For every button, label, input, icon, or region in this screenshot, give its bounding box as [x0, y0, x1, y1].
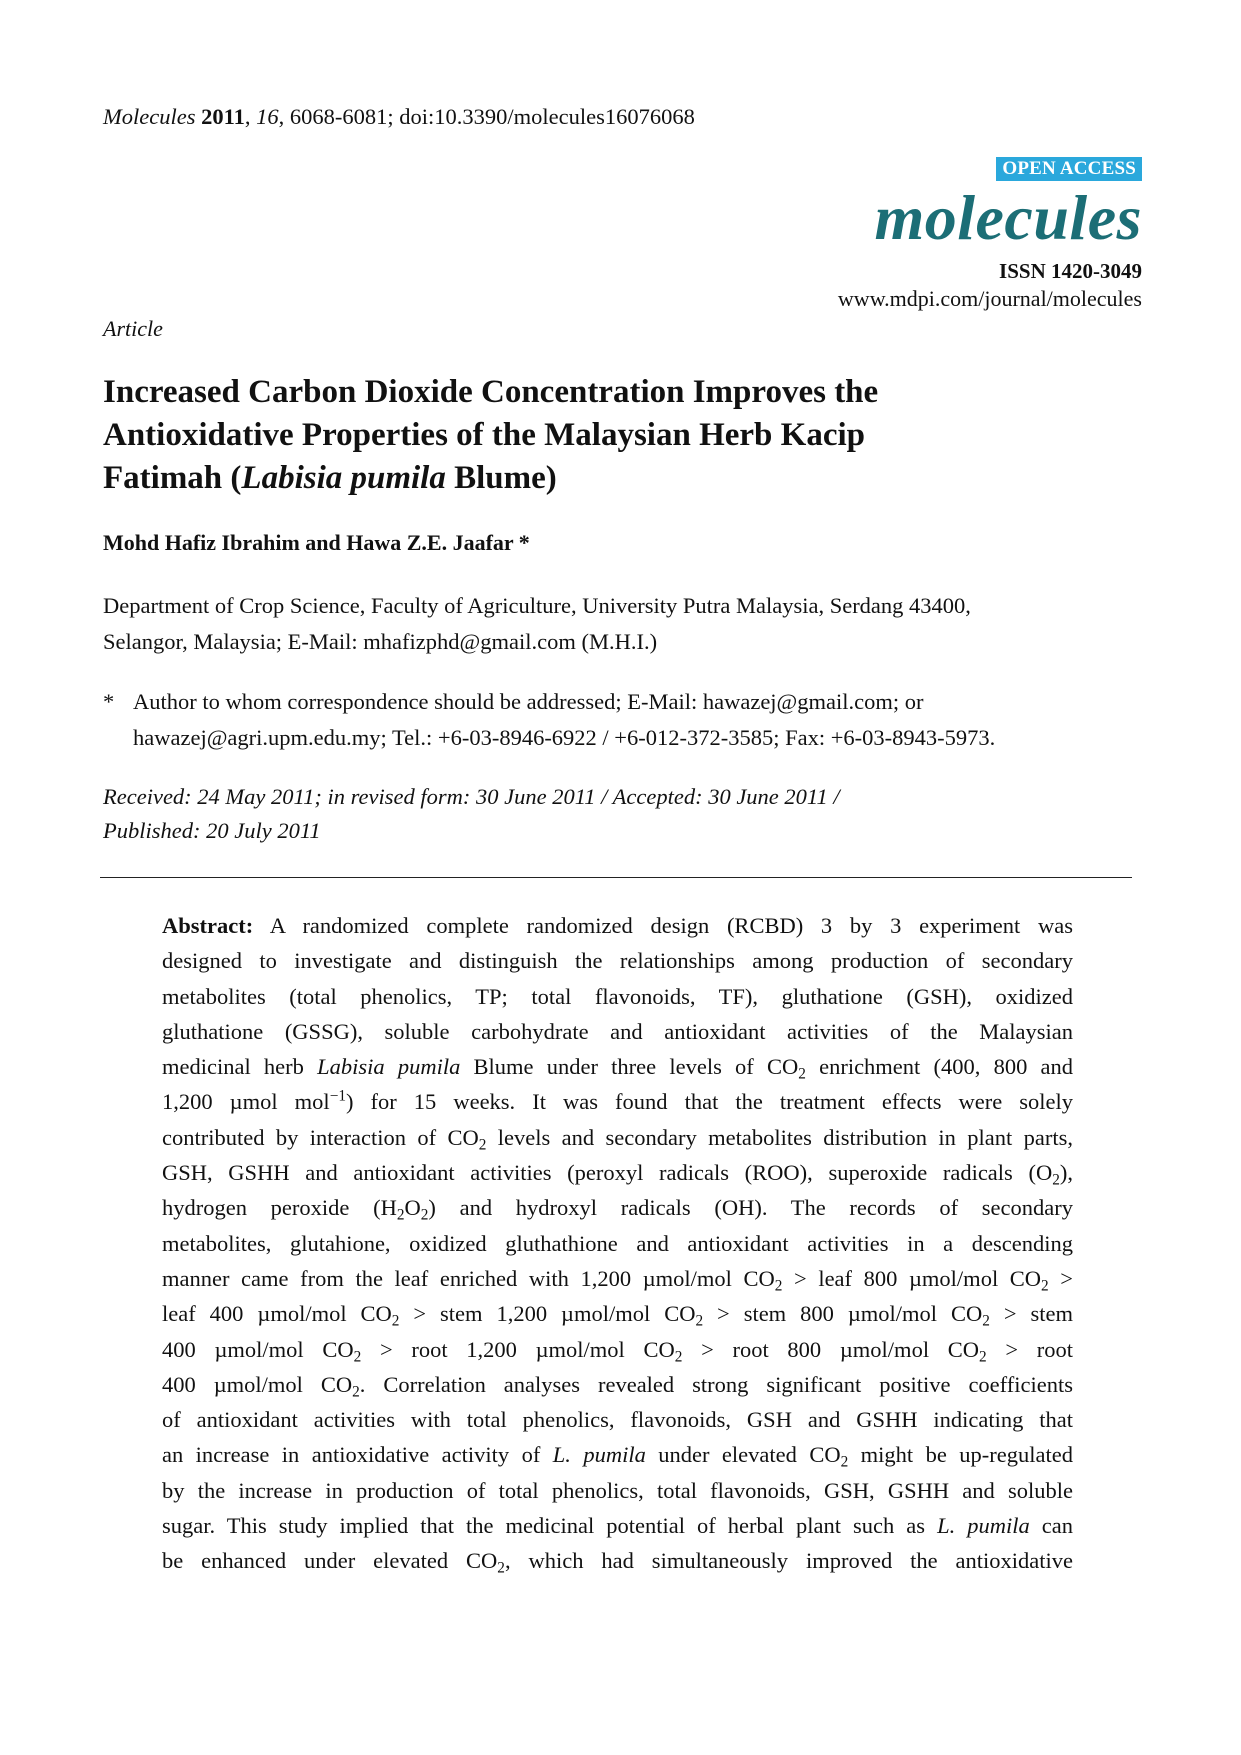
abstract-text: ) and hydroxyl radicals (OH). The records of secondary	[428, 1195, 1073, 1221]
abstract	[162, 908, 1073, 1579]
abstract-text: be enhanced under elevated CO	[162, 1548, 498, 1574]
correspondence-text: Author to whom correspondence should be addressed; E-Mail: hawazej@gmail.com; or	[133, 689, 924, 714]
abstract-label: Abstract:	[162, 913, 254, 938]
publication-dates	[103, 780, 840, 848]
abstract-text: under elevated CO	[645, 1442, 841, 1468]
abstract-text: hydrogen peroxide (H	[162, 1195, 397, 1221]
affiliation-line: Department of Crop Science, Faculty of Agriculture, University Putra Malaysia, Serdang 43400,	[103, 593, 971, 618]
affiliation	[103, 588, 971, 660]
abstract-line	[162, 1190, 1073, 1225]
title-line	[103, 414, 1103, 457]
abstract-line: of antioxidant activities with total phenolics, flavonoids, GSH and GSHH indicating that	[162, 1407, 1073, 1433]
issn: ISSN 1420-3049	[999, 259, 1142, 283]
abstract-text: O	[404, 1195, 421, 1221]
subscript: 2	[1052, 1171, 1060, 1189]
abstract-line	[162, 1084, 1073, 1119]
volume: 16	[256, 104, 279, 129]
abstract-text: >	[1048, 1265, 1073, 1291]
abstract-line: by the increase in production of total phenolics, total flavonoids, GSH, GSHH and soluble	[162, 1477, 1073, 1503]
article-title	[103, 371, 1103, 500]
abstract-line: gluthatione (GSSG), soluble carbohydrate and antioxidant activities of the Malaysian	[162, 1018, 1073, 1044]
abstract-line	[162, 908, 1073, 943]
subscript: 2	[352, 1383, 360, 1401]
abstract-line	[162, 1367, 1073, 1402]
title-text: Antioxidative Properties of the Malaysian Herb Kacip	[103, 417, 865, 453]
abstract-text: . Correlation analyses revealed strong significant positive coefficients	[359, 1371, 1073, 1397]
year: 2011	[201, 104, 245, 129]
abstract-line: metabolites, glutahione, oxidized gluthathione and antioxidant activities in a descending	[162, 1230, 1073, 1256]
abstract-line	[162, 1049, 1073, 1084]
abstract-text: ) for 15 weeks. It was found that the treatment effects were solely	[345, 1089, 1074, 1115]
abstract-text: > stem 1,200 µmol/mol CO	[399, 1301, 696, 1327]
abstract-text: > leaf 800 µmol/mol CO	[782, 1265, 1042, 1291]
abstract-text: 1,200 µmol mol	[162, 1089, 330, 1115]
header-divider	[100, 877, 1132, 878]
correspondence	[103, 684, 995, 756]
subscript: 2	[798, 1065, 806, 1083]
abstract-text: > stem 800 µmol/mol CO	[703, 1301, 983, 1327]
journal-url[interactable]: www.mdpi.com/journal/molecules	[837, 286, 1142, 311]
abstract-text: > root	[986, 1336, 1073, 1362]
abstract-text: an increase in antioxidative activity of	[162, 1442, 553, 1468]
authors: Mohd Hafiz Ibrahim and Hawa Z.E. Jaafar *	[103, 530, 530, 555]
journal-name: Molecules	[103, 104, 196, 129]
title-line	[103, 457, 1103, 500]
subscript: 2	[353, 1347, 362, 1365]
title-text: Blume)	[445, 460, 557, 496]
title-line: Increased Carbon Dioxide Concentration Improves the	[103, 374, 879, 410]
journal-logo: molecules	[874, 182, 1142, 253]
correspondence-line: hawazej@agri.upm.edu.my; Tel.: +6-03-8946-6922 / +6-012-372-3585; Fax: +6-03-8943-5973.	[133, 725, 996, 750]
abstract-line	[162, 1155, 1073, 1190]
abstract-text: might be up-regulated	[848, 1442, 1073, 1468]
abstract-text: sugar. This study implied that the medicinal potential of herbal plant such as	[162, 1513, 938, 1539]
subscript: 2	[774, 1277, 783, 1295]
citation-line: Molecules 2011, 16, 6068-6081; doi:10.3390/molecules16076068	[103, 104, 695, 129]
abstract-text: medicinal herb	[162, 1054, 318, 1080]
dates-line: Received: 24 May 2011; in revised form: 30 June 2011 / Accepted: 30 June 2011 /	[103, 784, 840, 809]
abstract-line	[162, 1332, 1073, 1367]
pages-doi: , 6068-6081; doi:10.3390/molecules16076068	[278, 104, 695, 129]
abstract-line	[162, 1296, 1073, 1331]
subscript: 2	[982, 1312, 990, 1330]
subscript: 2	[420, 1206, 429, 1224]
abstract-text: contributed by interaction of CO	[162, 1124, 479, 1150]
abstract-text: 400 µmol/mol CO	[162, 1371, 353, 1397]
subscript: 2	[497, 1559, 505, 1577]
abstract-text: levels and secondary metabolites distribution in plant parts,	[486, 1124, 1073, 1150]
subscript: 2	[695, 1312, 704, 1330]
subscript: 2	[396, 1206, 405, 1224]
subscript: 2	[840, 1453, 849, 1471]
abstract-text: > stem	[989, 1301, 1073, 1327]
abstract-text: > root 1,200 µmol/mol CO	[361, 1336, 675, 1362]
abstract-text: , which had simultaneously improved the antioxidative	[504, 1548, 1073, 1574]
species-name: Labisia pumila	[317, 1054, 461, 1080]
dates-line: Published: 20 July 2011	[103, 818, 321, 843]
abstract-text: Blume under three levels of CO	[460, 1054, 799, 1080]
abstract-text: > root 800 µmol/mol CO	[682, 1336, 980, 1362]
abstract-line	[162, 1543, 1073, 1578]
abstract-text: A randomized complete randomized design (RCBD) 3 by 3 experiment was	[253, 913, 1073, 938]
abstract-text: 400 µmol/mol CO	[162, 1336, 354, 1362]
subscript: 2	[674, 1347, 683, 1365]
species-name: Labisia pumila	[241, 460, 446, 496]
abstract-line: designed to investigate and distinguish the relationships among production of secondary	[162, 948, 1073, 974]
open-access-badge: OPEN ACCESS	[996, 157, 1142, 181]
subscript: 2	[1041, 1277, 1049, 1295]
correspondence-line	[103, 684, 995, 720]
abstract-line	[162, 1261, 1073, 1296]
abstract-text: manner came from the leaf enriched with 1,200 µmol/mol CO	[162, 1265, 775, 1291]
article-type: Article	[103, 316, 163, 341]
affiliation-line: Selangor, Malaysia; E-Mail: mhafizphd@gmail.com (M.H.I.)	[103, 629, 658, 654]
abstract-line	[162, 1508, 1073, 1543]
abstract-text: ),	[1059, 1160, 1073, 1186]
subscript: 2	[979, 1347, 987, 1365]
abstract-text: GSH, GSHH and antioxidant activities (peroxyl radicals (ROO), superoxide radicals (O	[162, 1160, 1053, 1186]
species-name: L. pumila	[552, 1442, 646, 1468]
abstract-line	[162, 1120, 1073, 1155]
abstract-text: enrichment (400, 800 and	[805, 1054, 1074, 1080]
subscript: 2	[478, 1136, 487, 1154]
asterisk: *	[103, 689, 115, 714]
species-name: L. pumila	[937, 1513, 1030, 1539]
abstract-text: leaf 400 µmol/mol CO	[162, 1301, 392, 1327]
abstract-line	[162, 1437, 1073, 1472]
abstract-line: metabolites (total phenolics, TP; total flavonoids, TF), gluthatione (GSH), oxidized	[162, 983, 1073, 1009]
title-text: Fatimah (	[103, 460, 242, 496]
superscript: −1	[329, 1088, 346, 1106]
abstract-text: can	[1029, 1513, 1073, 1539]
subscript: 2	[391, 1312, 400, 1330]
